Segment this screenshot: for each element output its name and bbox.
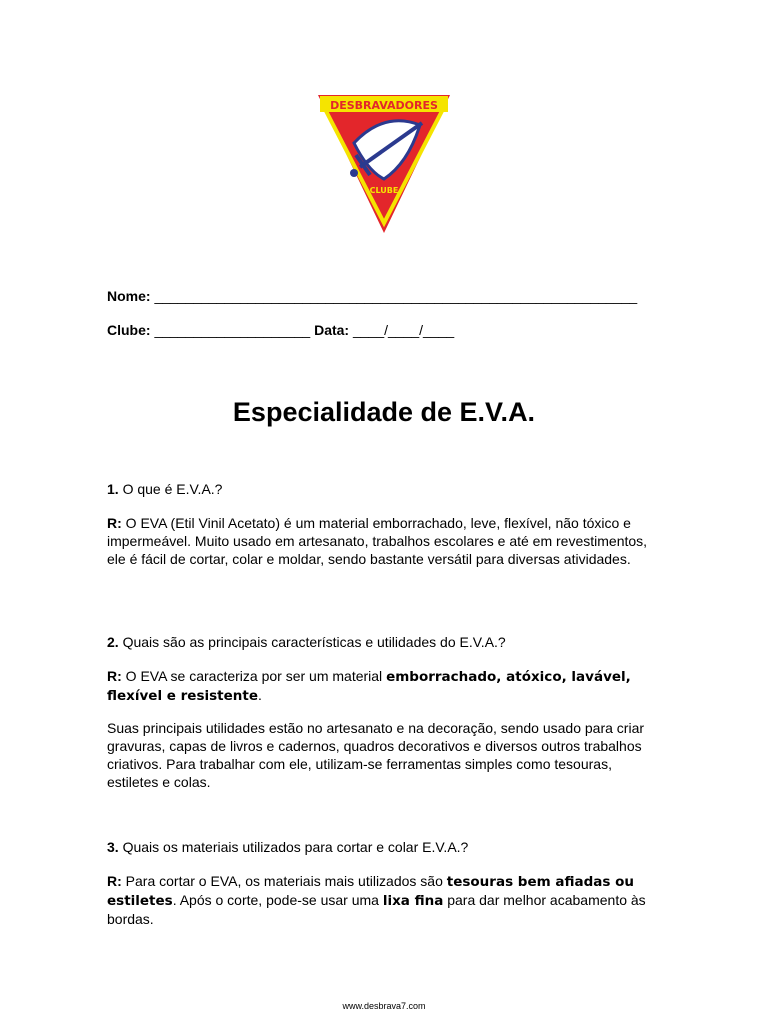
answer-3-pre: Para cortar o EVA, os materiais mais utilizados são (125, 873, 447, 889)
question-2-text: Quais são as principais características e utilidades do E.V.A.? (122, 634, 506, 650)
answer-1 (107, 514, 667, 568)
answer-2-paragraph-2 (107, 719, 667, 791)
question-1-number: 1. (107, 481, 119, 497)
answer-3-label: R: (107, 873, 122, 889)
data-label: Data: (314, 322, 350, 338)
page-title: Especialidade de E.V.A. (232, 397, 536, 427)
logo-banner-text: DESBRAVADORES (330, 99, 438, 112)
nome-blank: ______________________________________________________________ (154, 288, 638, 304)
answer-2-label: R: (107, 668, 122, 684)
desbravadores-logo (316, 93, 452, 235)
answer-3-post: para dar melhor acabamento às bordas. (107, 892, 646, 927)
answer-2 (107, 667, 667, 705)
answer-3 (107, 872, 667, 928)
answer-2-paragraph-2-text: Suas principais utilidades estão no artesanato e na decoração, sendo usado para criar gravuras, capas de livros e cadernos, quadros decorativos e diversos outros trabalhos criativos. Para trabalhar com ele, utilizam-se ferramentas simples como tesouras, estiletes e colas. (107, 720, 645, 790)
question-1-text: O que é E.V.A.? (122, 481, 223, 497)
question-3 (107, 838, 667, 856)
question-3-number: 3. (107, 839, 119, 855)
clube-blank: ____________________ (154, 322, 311, 338)
data-blank: ____/____/____ (352, 322, 455, 338)
question-3-text: Quais os materiais utilizados para cortar e colar E.V.A.? (122, 839, 469, 855)
answer-1-text: O EVA (Etil Vinil Acetato) é um material emborrachado, leve, flexível, não tóxico e impermeável. Muito usado em artesanato, trabalhos escolares e até em revestimentos, ele é fácil de cortar, colar e moldar, sendo bastante versátil para diversas atividades. (107, 515, 648, 567)
footer-url: www.desbrava7.com (342, 1001, 426, 1011)
logo-bottom-text: CLUBE (369, 186, 399, 195)
clube-data-field (107, 322, 454, 338)
question-2 (107, 633, 667, 651)
answer-2-pre: O EVA se caracteriza por ser um material (125, 668, 387, 684)
question-2-number: 2. (107, 634, 119, 650)
answer-1-label: R: (107, 515, 122, 531)
nome-label: Nome: (107, 288, 151, 304)
answer-2-bold: emborrachado, atóxico, lavável, flexível e resistente (107, 669, 631, 704)
nome-field (107, 288, 637, 304)
answer-3-bold-2: lixa fina (382, 893, 444, 909)
answer-3-mid: . Após o corte, pode-se usar uma (172, 892, 383, 908)
answer-3-bold-1: tesouras bem afiadas ou estiletes (107, 874, 635, 909)
question-1 (107, 480, 667, 498)
clube-label: Clube: (107, 322, 151, 338)
answer-2-post: . (257, 687, 262, 703)
